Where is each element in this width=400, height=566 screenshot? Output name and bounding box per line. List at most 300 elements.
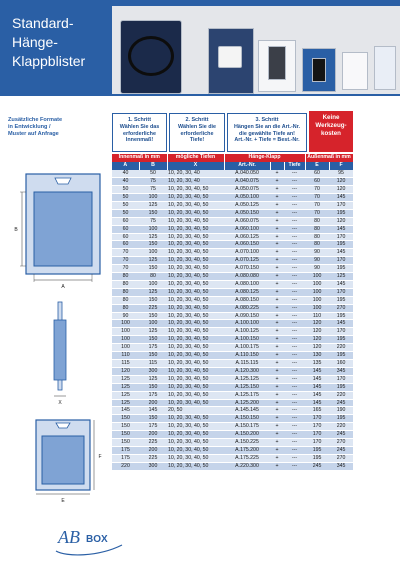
cell-plus: + — [270, 170, 284, 178]
cell-depth: --- — [284, 328, 305, 336]
cell-depths: 10, 20, 30, 40, 50 — [167, 446, 224, 454]
cell-a: 90 — [112, 312, 139, 320]
cell-plus: + — [270, 304, 284, 312]
no-tooling-costs-badge: Keine Werkzeug- kosten — [309, 111, 353, 152]
cell-e: 100 — [305, 288, 329, 296]
cell-depth: --- — [284, 415, 305, 423]
cell-depths: 10, 20, 30, 40, 50 — [167, 375, 224, 383]
table-row — [112, 209, 353, 217]
cell-e: 120 — [305, 336, 329, 344]
cell-plus: + — [270, 241, 284, 249]
cell-article: A.080.100 — [224, 280, 270, 288]
table-row — [112, 352, 353, 360]
cell-plus: + — [270, 257, 284, 265]
cell-depth: --- — [284, 241, 305, 249]
cell-f: 270 — [329, 439, 353, 447]
cell-article: A.120.300 — [224, 367, 270, 375]
cell-article: A.060.075 — [224, 217, 270, 225]
cell-e: 245 — [305, 462, 329, 470]
cell-depths: 10, 20, 30, 40, 50 — [167, 383, 224, 391]
cell-article: A.080.080 — [224, 273, 270, 281]
cell-f: 120 — [329, 186, 353, 194]
table-row — [112, 423, 353, 431]
product-photo — [112, 6, 400, 94]
cell-depth: --- — [284, 217, 305, 225]
blister-pins — [374, 46, 396, 90]
cell-e: 60 — [305, 178, 329, 186]
col-depth: Tiefe — [284, 162, 305, 170]
cell-depths: 10, 20, 30, 40, 50 — [167, 367, 224, 375]
cell-e: 70 — [305, 201, 329, 209]
cell-a: 80 — [112, 273, 139, 281]
cell-depths: 10, 20, 30, 40, 50 — [167, 336, 224, 344]
cell-article: A.070.150 — [224, 265, 270, 273]
cell-article: A.080.125 — [224, 288, 270, 296]
blister-usb-item — [218, 46, 242, 68]
cell-e: 70 — [305, 186, 329, 194]
cell-e: 195 — [305, 446, 329, 454]
blister-battery-item — [312, 58, 326, 82]
abbox-logo — [52, 521, 127, 559]
cell-plus: + — [270, 288, 284, 296]
cell-depths: 10, 20, 30, 40, 50 — [167, 241, 224, 249]
cell-b: 75 — [139, 217, 167, 225]
cell-a: 60 — [112, 233, 139, 241]
table-row — [112, 178, 353, 186]
table-row — [112, 201, 353, 209]
cell-depth: --- — [284, 178, 305, 186]
cell-f: 145 — [329, 280, 353, 288]
cell-b: 300 — [139, 462, 167, 470]
cell-depths: 10, 20, 30, 40 — [167, 178, 224, 186]
cell-a: 150 — [112, 431, 139, 439]
table-row — [112, 375, 353, 383]
cell-depths: 10, 20, 30, 40, 50 — [167, 454, 224, 462]
cell-b: 75 — [139, 186, 167, 194]
cell-depth: --- — [284, 225, 305, 233]
outer-view-diagram — [36, 420, 102, 504]
cell-a: 150 — [112, 439, 139, 447]
cell-a: 60 — [112, 217, 139, 225]
cell-depth: --- — [284, 209, 305, 217]
cell-plus: + — [270, 273, 284, 281]
col-f: F — [329, 162, 353, 170]
cell-depth: --- — [284, 265, 305, 273]
cell-depths: 10, 20, 30, 40, 50 — [167, 186, 224, 194]
cell-a: 80 — [112, 280, 139, 288]
cell-article: A.050.125 — [224, 201, 270, 209]
cell-depths: 10, 20, 30, 40, 50 — [167, 439, 224, 447]
cell-plus: + — [270, 383, 284, 391]
col-b: B — [139, 162, 167, 170]
cell-f: 195 — [329, 209, 353, 217]
cell-e: 195 — [305, 454, 329, 462]
cell-plus: + — [270, 399, 284, 407]
spec-table-body — [112, 170, 353, 470]
cell-depth: --- — [284, 462, 305, 470]
cell-depths: 10, 20, 30, 40, 50 — [167, 193, 224, 201]
cell-a: 100 — [112, 344, 139, 352]
cell-article: A.070.100 — [224, 249, 270, 257]
cell-depth: --- — [284, 407, 305, 415]
cell-depths: 10, 20, 30, 40, 50 — [167, 249, 224, 257]
cell-a: 150 — [112, 415, 139, 423]
cell-f: 160 — [329, 360, 353, 368]
cell-depths: 10, 20, 30, 40, 50 — [167, 209, 224, 217]
cell-e: 80 — [305, 225, 329, 233]
cell-plus: + — [270, 375, 284, 383]
cell-depth: --- — [284, 344, 305, 352]
cell-plus: + — [270, 352, 284, 360]
cell-b: 125 — [139, 288, 167, 296]
cell-a: 220 — [112, 462, 139, 470]
cell-plus: + — [270, 186, 284, 194]
cell-article: A.125.200 — [224, 399, 270, 407]
cell-depth: --- — [284, 257, 305, 265]
cell-plus: + — [270, 296, 284, 304]
table-row — [112, 454, 353, 462]
cell-e: 100 — [305, 304, 329, 312]
cell-depths: 10, 20, 30, 40, 50 — [167, 217, 224, 225]
cell-e: 80 — [305, 233, 329, 241]
page-title: Standard- Hänge- Klappblister — [12, 15, 86, 69]
cell-b: 100 — [139, 225, 167, 233]
cell-depth: --- — [284, 383, 305, 391]
cell-depth: --- — [284, 423, 305, 431]
cell-b: 150 — [139, 352, 167, 360]
col-art: Art.-Nr. — [224, 162, 270, 170]
cell-b: 150 — [139, 336, 167, 344]
cell-depths: 10, 20, 30, 40, 50 — [167, 304, 224, 312]
cell-f: 195 — [329, 336, 353, 344]
cell-e: 110 — [305, 312, 329, 320]
col-e: E — [305, 162, 329, 170]
cell-plus: + — [270, 344, 284, 352]
cell-plus: + — [270, 225, 284, 233]
cell-article: A.050.150 — [224, 209, 270, 217]
cell-e: 70 — [305, 209, 329, 217]
cell-article: A.125.125 — [224, 375, 270, 383]
spec-table — [112, 154, 354, 471]
cell-a: 100 — [112, 328, 139, 336]
table-row — [112, 431, 353, 439]
cell-depth: --- — [284, 288, 305, 296]
cell-a: 70 — [112, 265, 139, 273]
cell-a: 115 — [112, 360, 139, 368]
cell-a: 80 — [112, 296, 139, 304]
step-3: 3. Schritt Hängen Sie an die Art.-Nr. die gewählte Tiefe an! Art.-Nr. + Tiefe = Best.-Nr. — [227, 113, 307, 152]
cell-depth: --- — [284, 273, 305, 281]
cell-article: A.070.125 — [224, 257, 270, 265]
cell-depths: 10, 20, 30, 40, 50 — [167, 328, 224, 336]
table-row — [112, 399, 353, 407]
cell-f: 170 — [329, 375, 353, 383]
cell-e: 145 — [305, 399, 329, 407]
table-row — [112, 280, 353, 288]
cell-depths: 10, 20, 30, 40, 50 — [167, 352, 224, 360]
cell-plus: + — [270, 415, 284, 423]
cell-article: A.100.150 — [224, 336, 270, 344]
cell-b: 100 — [139, 193, 167, 201]
cell-e: 170 — [305, 423, 329, 431]
cell-article: A.040.075 — [224, 178, 270, 186]
cell-e: 130 — [305, 352, 329, 360]
cell-plus: + — [270, 312, 284, 320]
cell-b: 125 — [139, 201, 167, 209]
cell-article: A.220.300 — [224, 462, 270, 470]
cell-depths: 10, 20, 30, 40, 50 — [167, 391, 224, 399]
cell-b: 125 — [139, 233, 167, 241]
cell-depth: --- — [284, 304, 305, 312]
cell-f: 170 — [329, 233, 353, 241]
cell-f: 270 — [329, 304, 353, 312]
cell-b: 100 — [139, 280, 167, 288]
cell-a: 145 — [112, 407, 139, 415]
cell-depth: --- — [284, 312, 305, 320]
col-x: X — [167, 162, 224, 170]
cell-e: 145 — [305, 375, 329, 383]
cell-f: 270 — [329, 454, 353, 462]
cell-f: 170 — [329, 257, 353, 265]
cell-article: A.150.225 — [224, 439, 270, 447]
cell-depth: --- — [284, 193, 305, 201]
cell-b: 50 — [139, 170, 167, 178]
cell-b: 150 — [139, 415, 167, 423]
cell-f: 195 — [329, 241, 353, 249]
cell-plus: + — [270, 320, 284, 328]
table-row — [112, 446, 353, 454]
table-row — [112, 257, 353, 265]
cell-plus: + — [270, 439, 284, 447]
cell-a: 110 — [112, 352, 139, 360]
cell-plus: + — [270, 201, 284, 209]
cell-depths: 10, 20, 30, 40, 50 — [167, 312, 224, 320]
cell-a: 100 — [112, 320, 139, 328]
cell-b: 150 — [139, 383, 167, 391]
cell-e: 170 — [305, 415, 329, 423]
cell-plus: + — [270, 265, 284, 273]
cell-article: A.150.175 — [224, 423, 270, 431]
cell-f: 245 — [329, 399, 353, 407]
cell-f: 245 — [329, 431, 353, 439]
cell-depth: --- — [284, 375, 305, 383]
cell-depths: 10, 20, 30, 40, 50 — [167, 296, 224, 304]
cell-b: 300 — [139, 367, 167, 375]
cell-a: 120 — [112, 367, 139, 375]
cell-e: 120 — [305, 344, 329, 352]
cell-depth: --- — [284, 399, 305, 407]
table-row — [112, 249, 353, 257]
label-b: B — [14, 227, 18, 233]
cell-depths: 10, 20, 30, 40, 50 — [167, 462, 224, 470]
cell-a: 50 — [112, 209, 139, 217]
cell-article: A.175.200 — [224, 446, 270, 454]
group-header-article: Hänge-Klapp — [224, 154, 305, 162]
logo-ab: AB — [58, 527, 80, 547]
step-1: 1. Schritt Wählen Sie das erforderliche Innenmaß! — [112, 113, 167, 152]
cell-a: 125 — [112, 391, 139, 399]
cell-e: 90 — [305, 265, 329, 273]
cell-e: 145 — [305, 391, 329, 399]
table-row — [112, 241, 353, 249]
cell-depths: 10, 20, 30, 40, 50 — [167, 257, 224, 265]
cell-e: 135 — [305, 360, 329, 368]
table-row — [112, 265, 353, 273]
cell-article: A.060.150 — [224, 241, 270, 249]
header-banner — [0, 0, 400, 96]
cell-f: 145 — [329, 193, 353, 201]
cell-b: 200 — [139, 399, 167, 407]
label-x: X — [58, 400, 62, 406]
cell-f: 245 — [329, 446, 353, 454]
blister-calculator-item — [268, 46, 286, 80]
cell-depth: --- — [284, 170, 305, 178]
cell-f: 195 — [329, 265, 353, 273]
cell-b: 100 — [139, 249, 167, 257]
cell-f: 170 — [329, 328, 353, 336]
table-row — [112, 383, 353, 391]
cell-a: 40 — [112, 170, 139, 178]
cell-article: A.100.175 — [224, 344, 270, 352]
cell-a: 125 — [112, 383, 139, 391]
cell-plus: + — [270, 233, 284, 241]
table-row — [112, 217, 353, 225]
cell-e: 120 — [305, 320, 329, 328]
cell-e: 100 — [305, 280, 329, 288]
cell-depths: 10, 20, 30, 40, 50 — [167, 225, 224, 233]
cell-b: 200 — [139, 431, 167, 439]
cell-a: 70 — [112, 249, 139, 257]
cell-b: 150 — [139, 209, 167, 217]
cell-e: 145 — [305, 367, 329, 375]
table-row — [112, 186, 353, 194]
cell-f: 195 — [329, 352, 353, 360]
cell-article: A.115.115 — [224, 360, 270, 368]
cell-depths: 10, 20, 30, 40, 50 — [167, 360, 224, 368]
cell-b: 175 — [139, 423, 167, 431]
table-row — [112, 367, 353, 375]
cell-b: 225 — [139, 304, 167, 312]
cell-article: A.050.075 — [224, 186, 270, 194]
cell-depth: --- — [284, 360, 305, 368]
cell-depth: --- — [284, 280, 305, 288]
cell-plus: + — [270, 367, 284, 375]
cell-plus: + — [270, 391, 284, 399]
cell-depths: 10, 20, 30, 40, 50 — [167, 201, 224, 209]
cell-depth: --- — [284, 296, 305, 304]
cell-depths: 10, 20, 30, 40 — [167, 170, 224, 178]
cell-b: 75 — [139, 178, 167, 186]
cell-depths: 10, 20, 30, 40, 50 — [167, 265, 224, 273]
table-row — [112, 344, 353, 352]
blister-diagrams — [10, 170, 110, 510]
label-f: F — [98, 454, 102, 460]
cell-f: 220 — [329, 423, 353, 431]
cell-article: A.100.125 — [224, 328, 270, 336]
table-row — [112, 407, 353, 415]
cell-e: 90 — [305, 257, 329, 265]
cell-a: 175 — [112, 454, 139, 462]
cell-e: 80 — [305, 241, 329, 249]
cell-f: 170 — [329, 288, 353, 296]
cell-a: 125 — [112, 399, 139, 407]
table-row — [112, 439, 353, 447]
cell-article: A.080.225 — [224, 304, 270, 312]
table-row — [112, 170, 353, 178]
table-row — [112, 288, 353, 296]
logo-box: BOX — [86, 534, 108, 545]
cell-e: 60 — [305, 170, 329, 178]
cell-b: 80 — [139, 273, 167, 281]
cell-f: 145 — [329, 249, 353, 257]
cell-f: 145 — [329, 225, 353, 233]
cell-b: 115 — [139, 360, 167, 368]
cell-article: A.110.150 — [224, 352, 270, 360]
cell-f: 170 — [329, 201, 353, 209]
cell-b: 125 — [139, 328, 167, 336]
cell-article: A.145.145 — [224, 407, 270, 415]
cell-f: 195 — [329, 312, 353, 320]
cell-depth: --- — [284, 249, 305, 257]
cell-depths: 10, 20, 30, 40, 50 — [167, 273, 224, 281]
cell-article: A.150.200 — [224, 431, 270, 439]
cell-e: 170 — [305, 431, 329, 439]
formats-note: Zusätzliche Formate in Entwicklung / Muster auf Anfrage — [8, 117, 63, 138]
cell-plus: + — [270, 178, 284, 186]
cell-article: A.150.150 — [224, 415, 270, 423]
cell-a: 100 — [112, 336, 139, 344]
cell-f: 190 — [329, 407, 353, 415]
cell-b: 175 — [139, 391, 167, 399]
cell-article: A.040.050 — [224, 170, 270, 178]
cell-plus: + — [270, 462, 284, 470]
cell-e: 90 — [305, 249, 329, 257]
cell-f: 220 — [329, 344, 353, 352]
side-view-diagram — [54, 302, 66, 406]
cell-depth: --- — [284, 320, 305, 328]
cell-plus: + — [270, 249, 284, 257]
cell-f: 220 — [329, 391, 353, 399]
cell-depth: --- — [284, 233, 305, 241]
cell-depths: 10, 20, 30, 40, 50 — [167, 233, 224, 241]
cell-b: 150 — [139, 265, 167, 273]
table-row — [112, 336, 353, 344]
col-a: A — [112, 162, 139, 170]
cell-a: 50 — [112, 193, 139, 201]
cell-article: A.100.100 — [224, 320, 270, 328]
step-2: 2. Schritt Wählen Sie die erforderliche Tiefe! — [169, 113, 225, 152]
cell-article: A.090.150 — [224, 312, 270, 320]
table-row — [112, 296, 353, 304]
cell-a: 60 — [112, 241, 139, 249]
cell-plus: + — [270, 454, 284, 462]
blister-small — [342, 52, 368, 90]
cell-depth: --- — [284, 454, 305, 462]
cell-depths: 10, 20, 30, 40, 50 — [167, 431, 224, 439]
cell-depths: 20, 50 — [167, 407, 224, 415]
cell-f: 125 — [329, 273, 353, 281]
cell-plus: + — [270, 217, 284, 225]
cell-plus: + — [270, 431, 284, 439]
cell-f: 195 — [329, 296, 353, 304]
cell-article: A.050.100 — [224, 193, 270, 201]
cell-depth: --- — [284, 367, 305, 375]
front-view-diagram — [14, 174, 100, 290]
table-row — [112, 312, 353, 320]
cell-depth: --- — [284, 201, 305, 209]
table-row — [112, 328, 353, 336]
cell-plus: + — [270, 423, 284, 431]
